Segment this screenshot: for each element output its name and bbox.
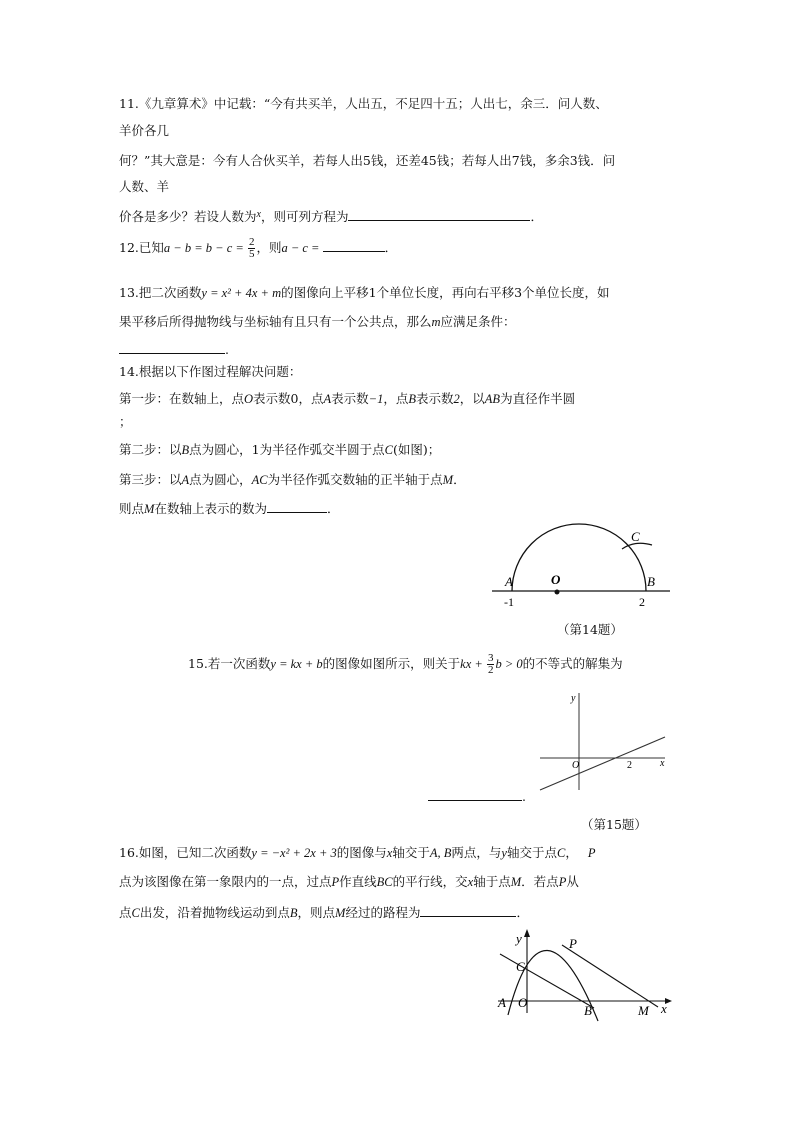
label-m: M (638, 1003, 649, 1018)
q13-answer-blank (119, 340, 225, 354)
q14-caption: （第14题） (557, 622, 623, 637)
line-kx-b (540, 737, 665, 790)
q12-fraction: $\frac{2}{5}$ (248, 236, 255, 260)
q16-answer-blank (420, 903, 516, 917)
q16-line-3: 点C出发，沿着抛物线运动到点B，则点M经过的路程为 ． (119, 905, 529, 920)
q11-line-2: 羊价各几 (119, 123, 170, 138)
label-two: 2 (639, 595, 645, 609)
q12-line: 12.已知a − b = b − c = $\frac{2}{5}$ ，则a − c = ． (119, 236, 398, 260)
label-x: x (660, 758, 665, 769)
q15-line: 15.若一次函数y = kx + b的图像如图所示，则关于kx + $\frac{3}{2}$ b > 0的不等式的解集为 (188, 652, 623, 676)
q14-question: 则点M在数轴上表示的数为 ． (119, 501, 340, 516)
semicircle (512, 524, 646, 591)
q16-line-1: 16.如图，已知二次函数y = −x² + 2x + 3的图像与x轴交于A, B两点，与y轴交于点C， P (119, 845, 596, 860)
label-a: A (498, 995, 506, 1010)
q15-answer-blank (428, 787, 522, 801)
y-axis-arrow (524, 929, 530, 937)
q11-line-1: 11.《九章算术》中记载：“今有共买羊，人出五，不足四十五；人出七，余三．问人数、 (119, 96, 608, 111)
q15-answer-line: . (428, 787, 526, 806)
q11-variable: x (256, 209, 261, 220)
label-o: O (518, 995, 528, 1010)
q13-line-3: . (119, 340, 229, 359)
label-o: O (551, 572, 561, 587)
point-o (555, 590, 560, 595)
q14-answer-blank (267, 499, 327, 513)
q11-line-3: 何？”其大意是：今有人合伙买羊，若每人出5钱，还差45钱；若每人出7钱，多余3钱．问 (119, 153, 616, 168)
q11-line-5: 价各是多少？若设人数为$^x$，则可列方程为 ． (119, 209, 543, 224)
q16-line-2: 点为该图像在第一象限内的一点，过点P作直线BC的平行线，交x轴于点M．若点P从 (119, 874, 579, 889)
label-neg1: -1 (504, 595, 514, 609)
label-p: P (569, 936, 577, 951)
label-two: 2 (627, 760, 632, 771)
label-x: x (661, 1001, 667, 1016)
q13-line-2: 果平移后所得抛物线与坐标轴有且只有一个公共点，那么m应满足条件： (119, 314, 516, 329)
q14-step-1-semicolon: ； (119, 414, 132, 429)
q14-title: 14.根据以下作图过程解决问题： (119, 364, 302, 379)
q15-figure (535, 685, 675, 805)
q16-figure (490, 925, 690, 1025)
q13-line-1: 13.把二次函数y = x² + 4x + m的图像向上平移1个单位长度，再向右平移3个单位长度，如 (119, 285, 610, 300)
q15-fraction: $\frac{3}{2}$ (487, 652, 494, 676)
q14-step-3: 第三步：以A点为圆心，AC为半径作弧交数轴的正半轴于点M． (119, 472, 466, 487)
label-y: y (516, 931, 522, 946)
q14-step-1: 第一步：在数轴上，点O表示数0，点A表示数−1，点B表示数2，以AB为直径作半圆 (119, 391, 576, 406)
q11-answer-blank (348, 207, 530, 221)
q11-line-4: 人数、羊 (119, 179, 170, 194)
label-c: C (516, 959, 525, 974)
q15-caption: （第15题） (581, 817, 647, 832)
line-bc (500, 954, 594, 1008)
q12-answer-blank (323, 238, 385, 252)
label-o: O (572, 760, 580, 771)
label-y: y (571, 693, 576, 704)
label-b: B (584, 1003, 592, 1018)
label-a: A (505, 574, 513, 589)
q14-step-2: 第二步：以B点为圆心，1为半径作弧交半圆于点C(如图)； (119, 442, 441, 457)
label-c: C (631, 529, 640, 544)
q14-figure (490, 505, 690, 615)
label-b: B (647, 574, 655, 589)
